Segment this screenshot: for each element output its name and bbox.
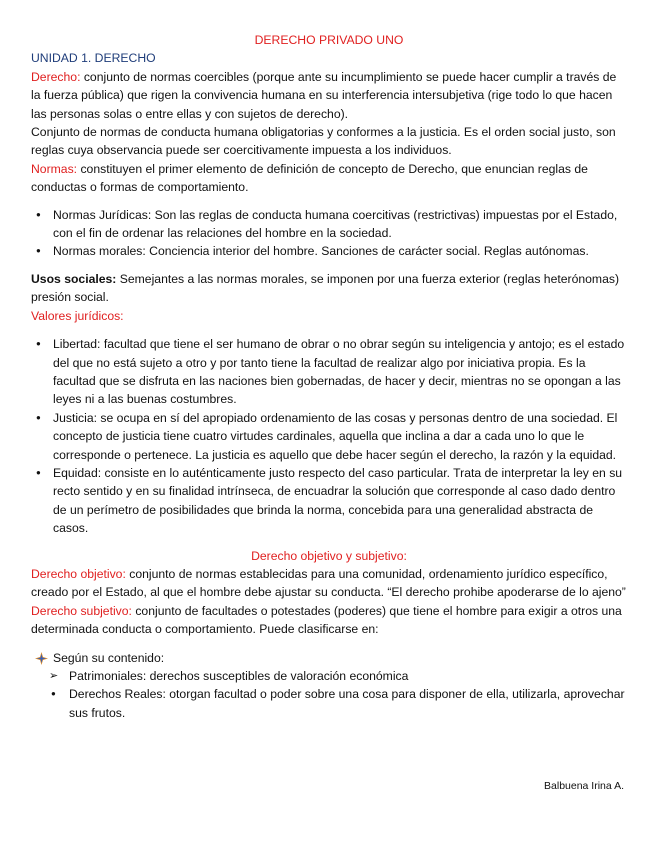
valores-list xyxy=(31,335,627,537)
derecho-definition: conjunto de normas coercibles (porque ante su incumplimiento se puede hacer cumplir a través de la fuerza pública) que rigen la convivencia humana en su interferencia intersubjetiva (rige todo lo que hacen las personas solas o entre ellas y con sujetos de derecho). xyxy=(31,69,617,121)
list-item: ● Equidad: consiste en lo auténticamente justo respecto del caso particular. Trata de interpretar la ley en su recto sentido y en su finalidad intrínseca, de encuadrar la solución que corresponde al caso dado dentro de un perímetro de posibilidades que brinda la norma, concebida para una generalidad abstracta de casos. xyxy=(31,464,627,538)
page-title: DERECHO PRIVADO UNO xyxy=(254,33,404,47)
list-item: ● Derechos Reales: otorgan facultad o poder sobre una cosa para disponer de ella, utilizarla, aprovechar sus frutos. xyxy=(31,685,627,722)
usos-definition: Semejantes a las normas morales, se imponen por una fuerza exterior (reglas heterónomas) presión social. xyxy=(31,271,619,305)
objetivo-term: Derecho objetivo: xyxy=(31,566,126,581)
list-item: ➢ Patrimoniales: derechos susceptibles de valoración económica xyxy=(31,667,627,685)
usos-paragraph xyxy=(31,270,627,307)
list-item: ● Normas morales: Conciencia interior del hombre. Sanciones de carácter social. Reglas autónomas. xyxy=(31,242,627,260)
four-point-star-bullet-icon xyxy=(35,652,48,665)
subjetivo-term: Derecho subjetivo: xyxy=(31,603,132,618)
normas-list xyxy=(31,206,627,261)
objetivo-paragraph xyxy=(31,565,627,602)
objetivo-definition: conjunto de normas establecidas para una comunidad, ordenamiento jurídico específico, creado por el Estado, al que el hombre debe ajustar su conducta. “El derecho prohibe apoderarse de lo ajeno” xyxy=(31,566,626,600)
derecho-extra-paragraph: Conjunto de normas de conducta humana obligatorias y conformes a la justicia. Es el orden social justo, son reglas cuya observancia puede ser coercitivamente impuesta a los individuos. xyxy=(31,125,616,158)
author-signature: Balbuena Irina A. xyxy=(544,780,624,792)
clasificacion-list xyxy=(31,667,627,722)
valores-heading: Valores jurídicos: xyxy=(31,308,124,323)
list-item: ● Justicia: se ocupa en sí del apropiado ordenamiento de las cosas y personas dentro de una sociedad. El concepto de justicia tiene cuatro virtudes cardinales, aquella que inclina a dar a cada uno lo que le corresponde o pertenece. La justicia es aquello que debe hacer según el derecho, la razón y la equidad. xyxy=(31,409,627,464)
clasificacion-heading-row xyxy=(31,649,627,667)
derecho-term: Derecho: xyxy=(31,69,81,84)
normas-paragraph xyxy=(31,160,627,197)
objetivo-subjetivo-heading: Derecho objetivo y subjetivo: xyxy=(251,548,407,563)
subjetivo-definition: conjunto de facultades o potestades (poderes) que tiene el hombre para exigir a otros una determinada conducta o comportamiento. Puede clasificarse en: xyxy=(31,603,622,637)
document-page xyxy=(31,31,627,722)
clasificacion-heading: Según su contenido: xyxy=(53,650,165,665)
subjetivo-paragraph xyxy=(31,602,627,639)
normas-term: Normas: xyxy=(31,161,78,176)
list-item: ● Libertad: facultad que tiene el ser humano de obrar o no obrar según su inteligencia y antojo; es el estado del que no está sujeto a otro y por tanto tiene la facultad de realizar algo por iniciativa propia. Es la facultad que se disfruta en las naciones bien gobernadas, de hacer y decir, mientras no se opongan a las leyes ni a las buenas costumbres. xyxy=(31,335,627,409)
list-item: ● Normas Jurídicas: Son las reglas de conducta humana coercitivas (restrictivas) impuestas por el Estado, con el fin de ordenar las relaciones del hombre en la sociedad. xyxy=(31,206,627,243)
usos-term: Usos sociales: xyxy=(31,271,117,286)
derecho-paragraph xyxy=(31,68,627,123)
normas-definition: constituyen el primer elemento de definición de concepto de Derecho, que enuncian reglas de conductas o formas de comportamiento. xyxy=(31,161,588,195)
unit-heading: UNIDAD 1. DERECHO xyxy=(31,51,156,66)
